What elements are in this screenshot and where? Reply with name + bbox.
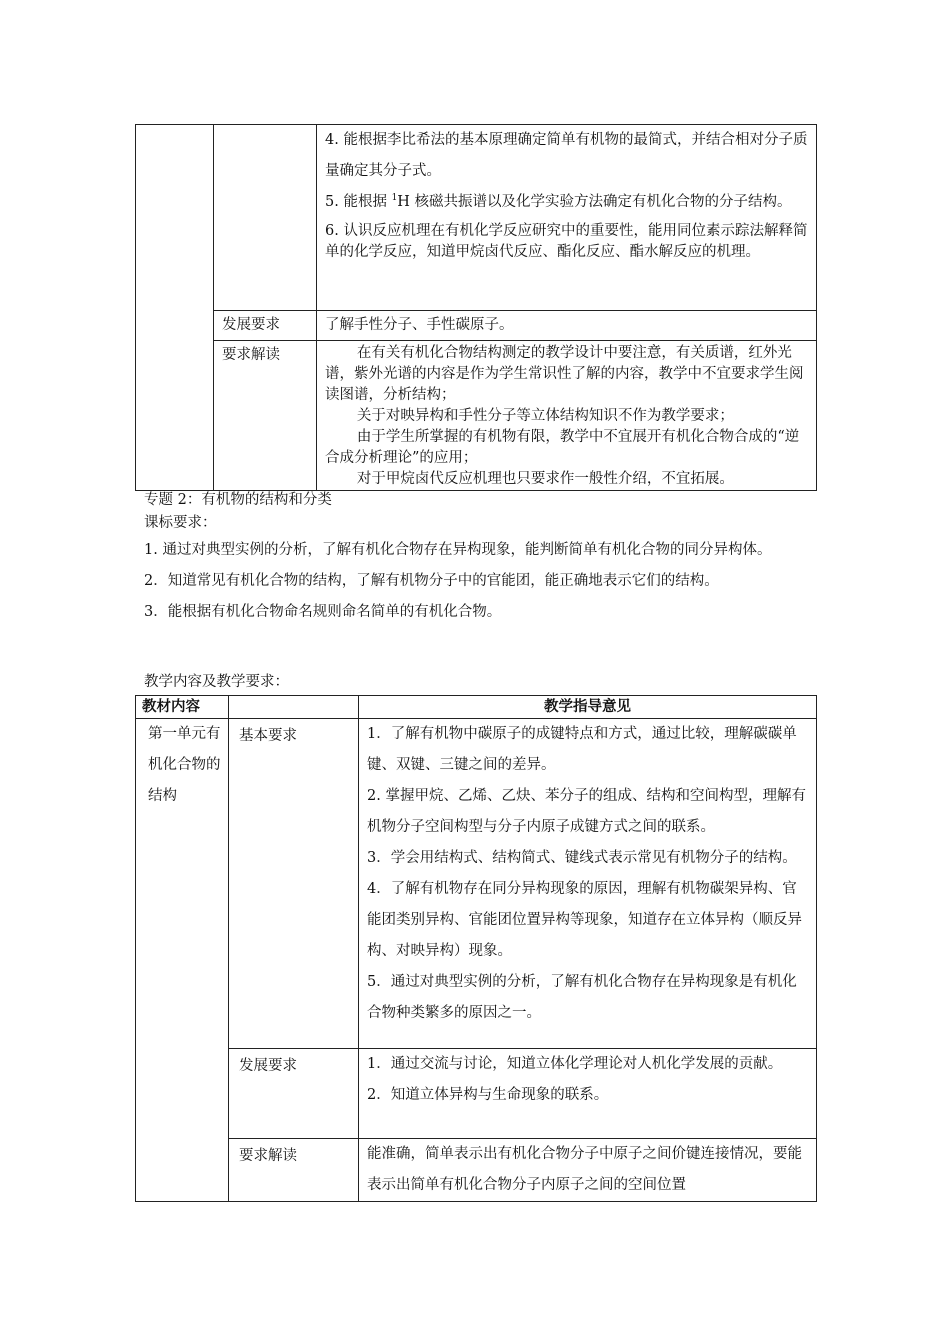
interp-para-2: 关于对映异构和手性分子等立体结构知识不作为教学要求； <box>356 408 734 424</box>
basic-label: 基本要求 <box>239 728 297 744</box>
dev-label: 发展要求 <box>222 317 280 333</box>
bottom-basic-item-2: 2. 掌握甲烷、乙烯、乙炔、苯分子的组成、结构和空间构型，理解有机物分子空间构型与分子内原子成键方式之间的联系。 <box>367 788 806 835</box>
standards-list <box>144 535 824 628</box>
bottom-interp-text: 能准确，简单表示出有机化合物分子中原子之间价键连接情况，要能表示出简单有机化合物分子内原子之间的空间位置 <box>367 1146 802 1193</box>
standard-item-2: 2．知道常见有机化合物的结构，了解有机物分子中的官能团，能正确地表示它们的结构。 <box>144 573 719 589</box>
bottom-basic-item-4: 4．了解有机物存在同分异构现象的原因，理解有机物碳架异构、官能团类别异构、官能团位置异构等现象，知道存在立体异构（顺反异构、对映异构）现象。 <box>367 881 802 959</box>
interp-text-cell <box>317 341 817 491</box>
bottom-dev-item-1: 1．通过交流与讨论，知道立体化学理论对人机化学发展的贡献。 <box>367 1056 783 1072</box>
bottom-interp-label: 要求解读 <box>239 1148 297 1164</box>
header-col3: 教学指导意见 <box>544 698 631 715</box>
dev-text: 了解手性分子、手性碳原子。 <box>325 317 514 333</box>
interp-para-4: 对于甲烷卤代反应机理也只要求作一般性介绍，不宜拓展。 <box>356 471 734 487</box>
header-col1: 教材内容 <box>142 698 200 715</box>
bottom-dev-item-2: 2．知道立体异构与生命现象的联系。 <box>367 1087 609 1103</box>
bottom-interp-label-cell <box>229 1139 359 1202</box>
header-col1-cell <box>136 696 229 719</box>
interp-para-1: 在有关有机化合物结构测定的教学设计中要注意，有关质谱，红外光谱，紫外光谱的内容是作为学生常识性了解的内容，教学中不宜要求学生阅读图谱，分析结构； <box>325 345 804 403</box>
bottom-dev-label: 发展要求 <box>239 1058 297 1074</box>
unit-name-cell <box>136 719 229 1202</box>
interp-label: 要求解读 <box>222 347 280 363</box>
top-requirements-table <box>135 124 817 491</box>
content-label: 教学内容及教学要求： <box>144 674 289 690</box>
superscript-1: 1 <box>391 193 398 204</box>
unit-name: 第一单元有机化合物的结构 <box>148 726 221 804</box>
top-unit-cell <box>136 125 214 491</box>
dev-text-cell <box>317 311 817 341</box>
standard-item-3: 3．能根据有机化合物命名规则命名简单的有机化合物。 <box>144 604 502 620</box>
standard-item-1: 1. 通过对典型实例的分析，了解有机化合物存在异构现象，能判断简单有机化合物的同分异构体。 <box>144 542 772 558</box>
interp-label-cell <box>214 341 317 491</box>
dev-label-cell <box>214 311 317 341</box>
header-col3-cell <box>359 696 817 719</box>
basic-item-6: 6. 认识反应机理在有机化学反应研究中的重要性，能用同位素示踪法解释简单的化学反应，知道甲烷卤代反应、酯化反应、酯水解反应的机理。 <box>325 223 808 260</box>
basic-item-5: 5. 能根据 $^1$H 核磁共振谱以及化学实验方法确定有机化合物的分子结构。 <box>325 193 792 210</box>
bottom-basic-item-3: 3．学会用结构式、结构简式、键线式表示常见有机物分子的结构。 <box>367 850 797 866</box>
basic-label-cell <box>229 719 359 1049</box>
bottom-basic-item-5: 5．通过对典型实例的分析，了解有机化合物存在异构现象是有机化合物种类繁多的原因之一。 <box>367 974 797 1021</box>
basic-items-cell <box>359 719 817 1049</box>
bottom-interp-text-cell <box>359 1139 817 1202</box>
basic-item-4: 4. 能根据李比希法的基本原理确定简单有机物的最简式，并结合相对分子质量确定其分子式。 <box>325 132 808 179</box>
bottom-dev-label-cell <box>229 1049 359 1139</box>
interp-para-3: 由于学生所掌握的有机物有限，教学中不宜展开有机化合物合成的“逆合成分析理论”的应用； <box>325 429 800 466</box>
section2-title: 专题 2：有机物的结构和分类 <box>144 492 332 508</box>
bottom-dev-items-cell <box>359 1049 817 1139</box>
bottom-basic-item-1: 1．了解有机物中碳原子的成键特点和方式，通过比较，理解碳碳单键、双键、三键之间的差异。 <box>367 726 797 773</box>
standard-label: 课标要求： <box>144 515 217 531</box>
header-col2-cell <box>229 696 359 719</box>
bottom-requirements-table <box>135 695 817 1202</box>
top-basic-label-cell <box>214 125 317 311</box>
top-basic-items-cell <box>317 125 817 311</box>
